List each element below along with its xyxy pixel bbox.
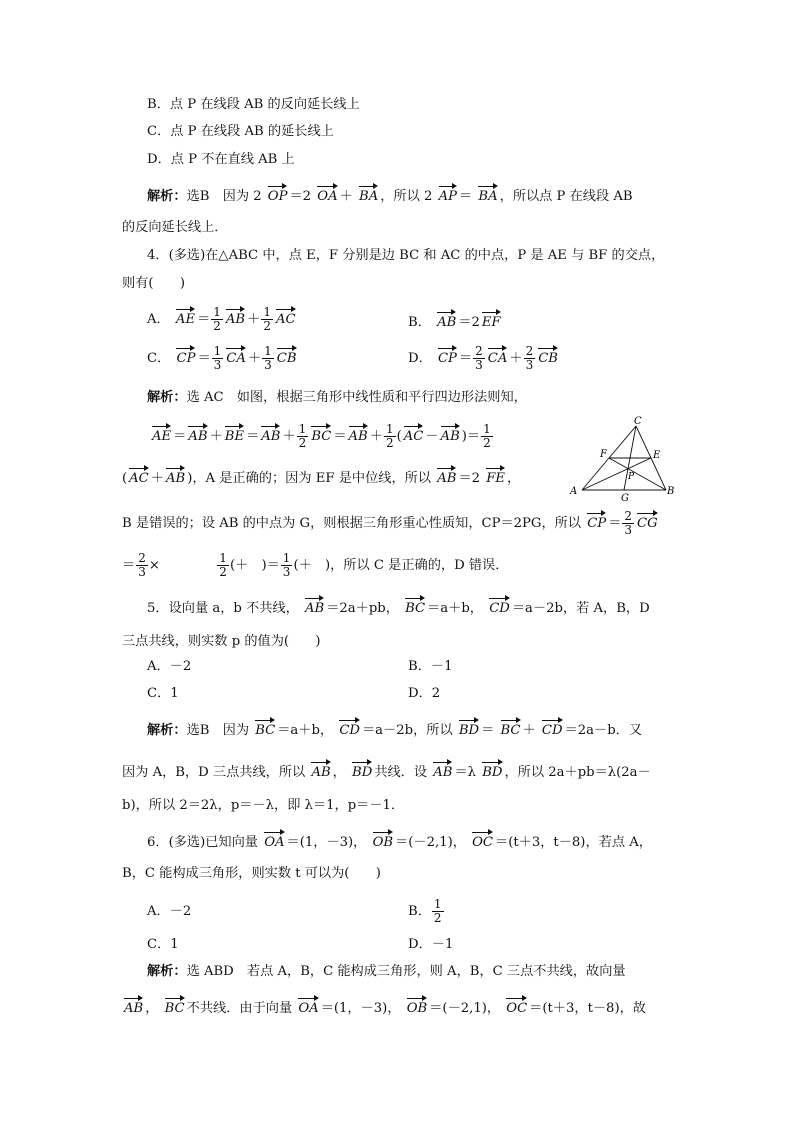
q3-option-d: D．点 P 不在直线 AB 上 [147,152,295,167]
q6-stem-line1 [147,830,652,853]
text: ， [332,765,346,780]
text: × [148,558,160,573]
q4-solution-line5: ＝ $\frac{2}{3}$ × $\frac{1}{2}$ (＋ )＝ $\frac{1}{3}$ (＋ )，所以 C 是正确的，D 错误． [122,551,509,579]
text: ＝(1，－3)， [320,1001,401,1016]
fraction: $\frac{1}{2}$ [483,422,491,450]
vector-bc: BC [165,996,185,1015]
text: 6．(多选)已知向量 [147,835,258,850]
vector-ab: AB [226,307,245,326]
q5-solution-line3: b)，所以 2＝2λ，p＝－λ，即 λ＝1，p＝－1． [122,798,405,813]
text: ＝a－2b，若 A，B，D [511,601,650,616]
vector-cp: CP [176,346,195,365]
text: 因为 A，B，D 三点共线，所以 [122,765,306,780]
vector-bd: BD [459,718,479,737]
vector-ap: AP [439,184,457,203]
q6-solution-line2 [122,996,646,1019]
option-letter: B． [408,904,431,919]
text: ＋ [339,189,353,204]
q5-option-b: B．－1 [408,659,453,674]
q4-option-a: A． AE ＝ $\frac{1}{2}$ AB ＋ $\frac{1}{2}$ AC [147,305,296,333]
vector-oa: OA [317,184,337,203]
vector-ab: AB [124,996,143,1015]
option-letter: C． [147,351,171,366]
text: ，A 是正确的；因为 EF 是中位线，所以 [192,471,432,486]
text: ， [507,471,521,486]
q5-option-a: A．－2 [147,659,192,674]
vector-cd: CD [339,718,360,737]
text: ＝(t＋3，t－8)，若点 A， [495,835,652,850]
vector-cd: CD [489,596,510,615]
label-c: C [634,416,642,427]
text: 不共线．由于向量 [186,1001,293,1016]
text: 5．设向量 a，b 不共线， [147,601,299,616]
vector-ae: AE [176,307,195,326]
q5-option-c: C．1 [147,686,179,701]
q4-stem-line1: 4．(多选)在△ABC 中，点 E，F 分别是边 BC 和 AC 的中点，P 是 AE 与 BF 的交点， [147,248,665,263]
text: ＝2a＋pb， [326,601,399,616]
q3-option-c: C．点 P 在线段 AB 的延长线上 [147,124,334,139]
solution-label: 解析： [147,964,187,979]
fraction: $\frac{2}{3}$ [138,551,146,579]
q5-solution-line1 [147,718,642,741]
option-letter: D． [408,351,432,366]
vector-ac: AC [404,424,424,443]
vector-ca: CA [488,346,508,365]
text: (＋ )＝ [229,558,280,573]
vector-ab: AB [437,466,456,485]
vector-ab: AB [166,466,185,485]
vector-bd: BD [352,760,372,779]
text: ， [145,1001,159,1016]
text: ＝λ [454,765,477,780]
text: ＝2a－b．又 [564,723,643,738]
label-p: P [628,472,635,482]
text: ，所以 2 [380,189,433,204]
label-a: A [570,486,578,497]
vector-oc: OC [506,996,527,1015]
fraction: $\frac{1}{3}$ [282,551,291,579]
fraction: $\frac{1}{2}$ [213,305,221,333]
q4-option-c: C． CP ＝ $\frac{1}{3}$ CA ＋ $\frac{1}{3}$ CB [147,344,297,372]
solution-label: 解析： [147,723,187,738]
q4-solution-line4: B 是错误的；设 AB 的中点为 G，则根据三角形重心性质知，CP＝2PG，所以 CP ＝ $\frac{2}{3}$ CG [122,509,658,537]
solution-label: 解析： [147,390,187,405]
vector-fe: FE [486,466,505,485]
text: ＝(1，－3)， [286,835,367,850]
vector-ab: AB [441,424,460,443]
fraction: $\frac{1}{3}$ [213,344,222,372]
vector-ca: CA [226,346,246,365]
text: (＋ )，所以 C 是正确的，D 错误． [293,558,509,573]
q4-solution-line1 [147,388,527,408]
vector-ab: AB [433,760,452,779]
fraction: $\frac{2}{3}$ [475,344,483,372]
text: ＝a－2b，所以 [362,723,453,738]
vector-be: BE [225,424,244,443]
vector-ac: AC [129,466,149,485]
q6-option-b [408,898,445,925]
text: ＝a＋b， [277,723,334,738]
text: ，所以 2a＋pb＝λ(2a－ [504,765,651,780]
vector-cb: CB [277,346,297,365]
triangle-figure [566,416,678,502]
text: 选B 因为 [186,723,250,738]
vector-ob: OB [407,996,428,1015]
label-g: G [621,493,629,502]
vector-bd: BD [482,760,502,779]
vector-ba: BA [478,184,497,203]
vector-ab: AB [349,424,368,443]
vector-oa: OA [298,996,318,1015]
text: ＝(－2,1)， [395,835,466,850]
q6-solution-line1 [147,962,626,982]
q4-solution-line2: AE ＝ AB ＋ BE ＝ AB ＋ $\frac{1}{2}$ BC ＝ AB ＋ $\frac{1}{2}$ ( AC － AB )＝ $\frac{1}{2}$ [152,422,491,450]
text: ＝a＋b， [427,601,483,616]
vector-ac: AC [276,307,296,326]
label-e: E [653,450,661,461]
q6-stem-line2: B，C 能构成三角形，则实数 t 可以为( ) [122,866,381,881]
vector-cd: CD [542,718,563,737]
q4-option-b: B． AB ＝2 EF [408,310,503,333]
q6-option-a: A．－2 [147,904,192,919]
vector-ab: AB [437,310,456,329]
median-ae [582,458,651,490]
option-letter: A． [147,312,170,327]
fraction: $\frac{1}{2}$ [219,551,227,579]
option-letter: B． [408,315,431,330]
q6-option-c: C．1 [147,937,179,952]
text: ＝(t＋3，t－8)，故 [529,1001,646,1016]
text: ＝2 [458,471,481,486]
vector-ob: OB [373,830,394,849]
vector-ab: AB [305,596,324,615]
q5-solution-line2 [122,760,651,783]
label-f: F [600,449,607,460]
text: ＋ [522,723,536,738]
text: ＝ [481,723,495,738]
fraction: $\frac{1}{3}$ [264,344,272,372]
vector-cb: CB [538,346,558,365]
vector-bc: BC [311,424,331,443]
vector-cp: CP [587,511,606,530]
q4-stem-line2: 则有( ) [122,276,186,291]
q3-solution-line1 [147,184,633,207]
q3-option-b: B．点 P 在线段 AB 的反向延长线上 [147,97,360,112]
vector-op: OP [268,184,288,203]
fraction: $\frac{1}{2}$ [433,897,442,925]
q5-stem-line2: 三点共线，则实数 p 的值为( ) [122,634,321,649]
fraction: $\frac{1}{2}$ [263,305,271,333]
q6-option-d: D．－1 [408,937,454,952]
vector-bc: BC [501,718,521,737]
fraction: $\frac{1}{2}$ [298,422,307,450]
q3-solution-line2: 的反向延长线上． [122,220,228,235]
vector-ba: BA [359,184,378,203]
vector-ab: AB [311,760,330,779]
fraction: $\frac{1}{2}$ [385,422,394,450]
q4-solution-line3: ( AC ＋ AB )，A 是正确的；因为 EF 是中位线，所以 AB ＝2 FE ， [122,466,520,489]
q5-stem-line1 [147,596,650,619]
vector-cg: CG [637,511,658,530]
q5-option-d: D．2 [408,686,441,701]
fraction: $\frac{2}{3}$ [624,509,633,537]
vector-cp: CP [438,346,457,365]
vector-oa: OA [264,830,284,849]
text: 选B 因为 2 [186,189,262,204]
text: ，所以点 P 在线段 AB [499,189,633,204]
vector-ab: AB [188,424,207,443]
vector-oc: OC [472,830,493,849]
vector-bc: BC [405,596,425,615]
q4-option-d: D． CP ＝ $\frac{2}{3}$ CA ＋ $\frac{2}{3}$ CB [408,344,558,372]
text: ＝ [458,189,473,204]
text: 共线．设 [374,765,428,780]
vector-ef: EF [482,310,501,329]
label-b: B [667,486,675,497]
text: 选 ABD 若点 A，B，C 能构成三角形，则 A，B，C 三点不共线，故向量 [186,964,626,979]
vector-ab: AB [261,424,280,443]
text: ＝2 [289,189,312,204]
vector-ae: AE [152,424,171,443]
text: ＝(－2,1)， [429,1001,501,1016]
vector-bc: BC [255,718,275,737]
solution-label: 解析： [147,189,187,204]
fraction: $\frac{2}{3}$ [525,344,534,372]
text: 选 AC 如图，根据三角形中线性质和平行四边形法则知， [186,390,527,405]
text: B 是错误的；设 AB 的中点为 G，则根据三角形重心性质知，CP＝2PG，所以 [122,516,582,531]
